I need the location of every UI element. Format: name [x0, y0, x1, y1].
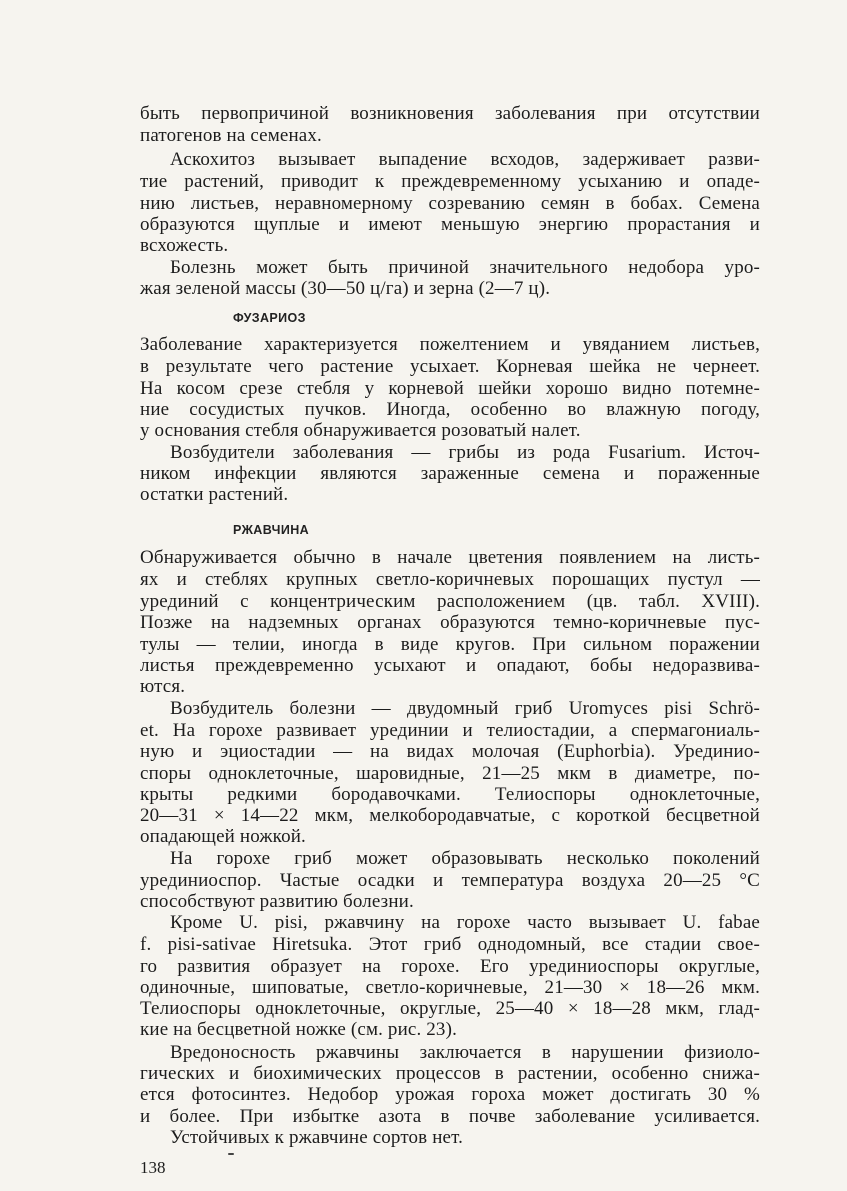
text-line: Кроме U. pisi, ржавчину на горохе часто вызывает U. fabae [170, 912, 760, 933]
text-line: образуются щуплые и имеют меньшую энергию прорастания и [140, 214, 760, 235]
text-line: Заболевание характеризуется пожелтением и увяданием листьев, [140, 334, 760, 355]
text-line: Возбудители заболевания — грибы из рода Fusarium. Источ- [170, 442, 760, 463]
text-line: ником инфекции являются зараженные семена и пораженные [140, 463, 760, 484]
text-line: одиночные, шиповатые, светло-коричневые, 21—30 × 18—26 мкм. [140, 977, 760, 998]
text-line: ную и эциостадии — на видах молочая (Euphorbia). Урединио- [140, 741, 760, 762]
text-line: быть первопричиной возникновения заболевания при отсутствии [140, 103, 760, 124]
text-line: листья преждевременно усыхают и опадают, бобы недоразвива- [140, 655, 760, 676]
text-line: остатки растений. [140, 484, 289, 505]
text-line: тулы — телии, иногда в виде кругов. При сильном поражении [140, 634, 760, 655]
text-line: Обнаруживается обычно в начале цветения появлением на листь- [140, 547, 760, 568]
section-heading-fusarium: ФУЗАРИОЗ [233, 311, 306, 325]
text-line: урединиоспор. Частые осадки и температура воздуха 20—25 °С [140, 870, 760, 891]
text-line: патогенов на семенах. [140, 125, 322, 146]
text-line: et. На горохе развивает урединии и телиостадии, а спермагониаль- [140, 720, 760, 741]
text-line: всхожесть. [140, 235, 229, 256]
text-line: гических и биохимических процессов в растении, особенно снижа- [140, 1063, 760, 1084]
text-line: опадающей ножкой. [140, 826, 306, 847]
text-line: споры одноклеточные, шаровидные, 21—25 мкм в диаметре, по- [140, 763, 760, 784]
text-line: На косом срезе стебля у корневой шейки хорошо видно потемне- [140, 378, 760, 399]
text-line: и более. При избытке азота в почве заболевание усиливается. [140, 1106, 760, 1127]
text-line: ях и стеблях крупных светло-коричневых порошащих пустул — [140, 569, 760, 590]
text-line: 20—31 × 14—22 мкм, мелкобородавчатые, с короткой бесцветной [140, 805, 760, 826]
text-line: жая зеленой массы (30—50 ц/га) и зерна (2—7 ц). [140, 278, 551, 299]
text-line: кие на бесцветной ножке (см. рис. 23). [140, 1019, 457, 1040]
text-line: ние сосудистых пучков. Иногда, особенно во влажную погоду, [140, 399, 760, 420]
text-line: ется фотосинтез. Недобор урожая гороха может достигать 30 % [140, 1084, 760, 1105]
print-speck [228, 1153, 234, 1155]
text-line: На горохе гриб может образовывать несколько поколений [170, 848, 760, 869]
text-line: Болезнь может быть причиной значительного недобора уро- [170, 257, 760, 278]
text-line: Аскохитоз вызывает выпадение всходов, задерживает разви- [170, 149, 760, 170]
text-line: го развития образует на горохе. Его урединиоспоры округлые, [140, 956, 760, 977]
text-line: f. pisi-sativae Hiretsuka. Этот гриб однодомный, все стадии свое- [140, 934, 760, 955]
text-line: в результате чего растение усыхает. Корневая шейка не чернеет. [140, 356, 760, 377]
text-line: Позже на надземных органах образуются темно-коричневые пус- [140, 612, 760, 633]
text-line: у основания стебля обнаруживается розоватый налет. [140, 420, 581, 441]
text-line: Возбудитель болезни — двудомный гриб Uromyces pisi Schrö- [170, 698, 760, 719]
text-line: тие растений, приводит к преждевременному усыханию и опаде- [140, 171, 760, 192]
text-line: Вредоносность ржавчины заключается в нарушении физиоло- [170, 1042, 760, 1063]
text-line: урединий с концентрическим расположением (цв. табл. XVIII). [140, 591, 760, 612]
text-line: Телиоспоры одноклеточные, округлые, 25—40 × 18—28 мкм, глад- [140, 998, 760, 1019]
page-number: 138 [140, 1158, 166, 1177]
text-line: нию листьев, неравномерному созреванию семян в бобах. Семена [140, 193, 760, 214]
text-line: ются. [140, 676, 186, 697]
section-heading-rust: РЖАВЧИНА [233, 523, 310, 537]
text-line: Устойчивых к ржавчине сортов нет. [170, 1127, 464, 1148]
text-line: крыты редкими бородавочками. Телиоспоры одноклеточные, [140, 784, 760, 805]
text-line: способствуют развитию болезни. [140, 891, 414, 912]
